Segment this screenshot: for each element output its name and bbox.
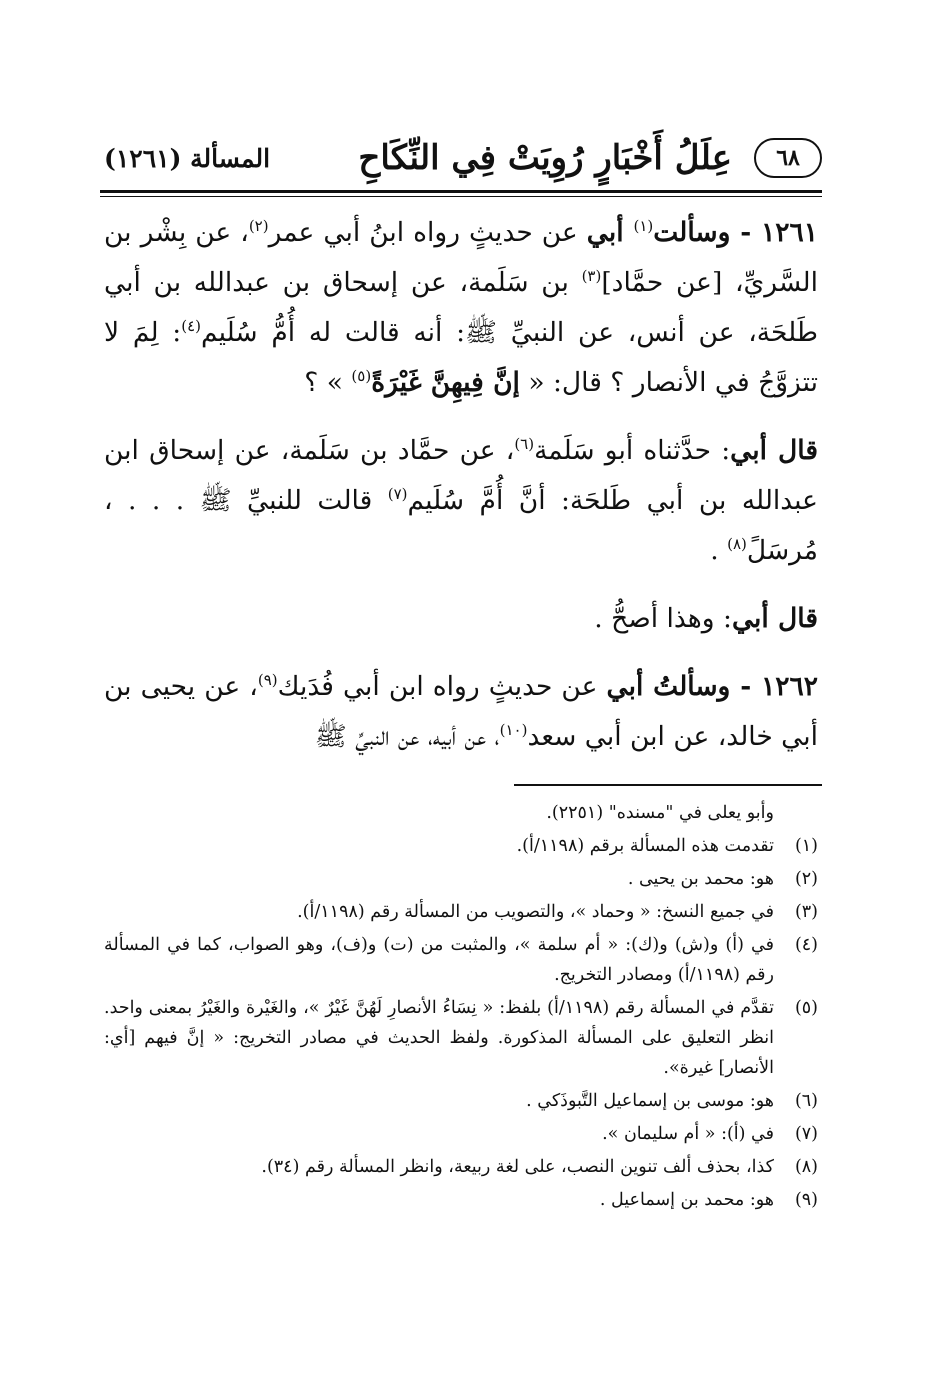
text-run: ، عن يحيى بن أبي خالد، عن ابن أبي سعد (104, 671, 818, 752)
footnote-number: (٢) (794, 869, 818, 889)
speaker-label: قال أبي (731, 603, 818, 634)
main-text (104, 208, 818, 780)
footnotes (104, 798, 818, 1218)
footnote-ref[interactable]: (١٠) (499, 721, 528, 740)
footnote-number: (٩) (794, 1190, 818, 1210)
footnote-text: في (أ) و(ش) و(ك): « أم سلمة »، والمثبت من (ت) و(ف)، وهو الصواب، كما في المسألة رقم (١١٩٨/أ) ومصادر التخريج. (104, 935, 774, 985)
text-run: ، عن أبيه، عن النبيِّ ﷺ (314, 721, 500, 752)
page-number: ٦٨ (754, 138, 822, 178)
footnote-item (104, 930, 818, 990)
footnote-ref[interactable]: (٩) (257, 671, 278, 690)
question-lead-abi: أبي (586, 217, 634, 248)
footnote-item (104, 864, 818, 894)
footnote-text: تقدمت هذه المسألة برقم (١١٩٨/أ). (516, 836, 774, 856)
footnote-item (104, 1185, 818, 1215)
footnote-number: (٣) (794, 902, 818, 922)
footnote-ref[interactable]: (٢) (248, 217, 269, 236)
footnote-text: في جميع النسخ: « وحماد »، والتصويب من المسألة رقم (١١٩٨/أ). (297, 902, 774, 922)
question-number: ١٢٦١ - (730, 217, 819, 248)
footnote-continuation: وأبو يعلى في "مسنده" (٢٢٥١). (546, 803, 774, 823)
paragraph-1262 (104, 662, 818, 762)
question-lead: وسألت (653, 217, 731, 248)
footnote-ref[interactable]: (٨) (727, 535, 747, 554)
footnote-number: (٥) (794, 998, 818, 1018)
footnote-text: كذا، بحذف ألف تنوين النصب، على لغة ربيعة، وانظر المسألة رقم (٣٤). (261, 1157, 774, 1177)
question-label: المسألة (١٢٦١) (104, 144, 271, 173)
hadith-quote: إنَّ فِيهِنَّ غَيْرَةً (371, 367, 520, 398)
footnote-text: تقدَّم في المسألة رقم (١١٩٨/أ) بلفظ: « نِسَاءُ الأنصارِ لَهُنَّ غَيْرٌ »، والغَيْرة والغَيْرُ بمعنى واحد. انظر التعليق على المسألة المذكورة. ولفظ الحديث في مصادر التخريج: « إنَّ فيهم [أي: الأنصار] غيرة». (104, 998, 774, 1078)
text-run: : وهذا أصحُّ . (594, 603, 732, 634)
footnote-item (104, 993, 818, 1083)
footnote-item (104, 1119, 818, 1149)
footnote-ref[interactable]: (٦) (514, 435, 535, 454)
footnote-number: (٤) (794, 935, 818, 955)
footnote-text: في (أ): « أم سليمان ». (602, 1124, 774, 1144)
footnote-ref[interactable]: (٤) (181, 317, 201, 336)
paragraph-1261 (104, 208, 818, 408)
footnote-number: (٨) (794, 1157, 818, 1177)
text-run: : حدَّثناه أبو سَلَمة (534, 435, 731, 466)
paragraph-abi-verdict (104, 594, 818, 644)
text-run: ، عن بِشْر بن السَّريِّ، [عن حمَّاد] (104, 217, 818, 298)
footnote-text: هو: موسى بن إسماعيل التَّبوذَكي . (526, 1091, 774, 1111)
footnote-text: هو: محمد بن إسماعيل . (599, 1190, 774, 1210)
text-run: بن سَلَمة، عن إسحاق بن عبدالله بن أبي طَلحَة، عن أنس، عن النبيِّ ﷺ: أنه قالت له أُمُّ سُلَيم (104, 267, 818, 348)
speaker-label: قال أبي (730, 435, 818, 466)
text-run: ، عن حمَّاد بن سَلَمة، عن إسحاق ابن عبدالله بن أبي طَلحَة: أنَّ أُمَّ سُلَيم (104, 435, 818, 516)
text-run: . (710, 535, 728, 566)
text-run: عن حديثٍ رواه ابنُ أبي عمر (268, 217, 587, 248)
text-run: : لِمَ لا تتزوَّجُ في الأنصار ؟ قال: « (104, 317, 818, 398)
footnote-ref[interactable]: (٣) (581, 267, 602, 286)
header-rule-thick (100, 190, 822, 193)
question-number: ١٢٦٢ - (730, 671, 818, 702)
footnote-item (104, 1152, 818, 1182)
footnote-separator (514, 784, 822, 786)
text-run: » ؟ (304, 367, 352, 398)
footnote-text: هو: محمد بن يحيى . (627, 869, 774, 889)
paragraph-abi-answer (104, 426, 818, 576)
footnote-ref[interactable]: (١) (633, 217, 654, 236)
footnote-ref[interactable]: (٧) (387, 485, 408, 504)
footnote-number: (٧) (794, 1124, 818, 1144)
footnote-number: (١) (794, 836, 818, 856)
running-title: عِلَلُ أَخْبَارٍ رُوِيَتْ فِي النِّكَاحِ (358, 138, 732, 178)
page-header (100, 136, 822, 188)
question-lead: وسألتُ أبي (606, 671, 731, 702)
footnote-item (104, 897, 818, 927)
text-run: عن حديثٍ رواه ابن أبي فُدَيك (277, 671, 607, 702)
footnote-number: (٦) (794, 1091, 818, 1111)
header-rule-thin (100, 196, 822, 197)
text-run: قالت للنبيِّ ﷺ . . . ، مُرسَلً (104, 485, 818, 566)
footnote-item (104, 1086, 818, 1116)
footnote-ref[interactable]: (٥) (351, 367, 372, 386)
footnote-item (104, 831, 818, 861)
